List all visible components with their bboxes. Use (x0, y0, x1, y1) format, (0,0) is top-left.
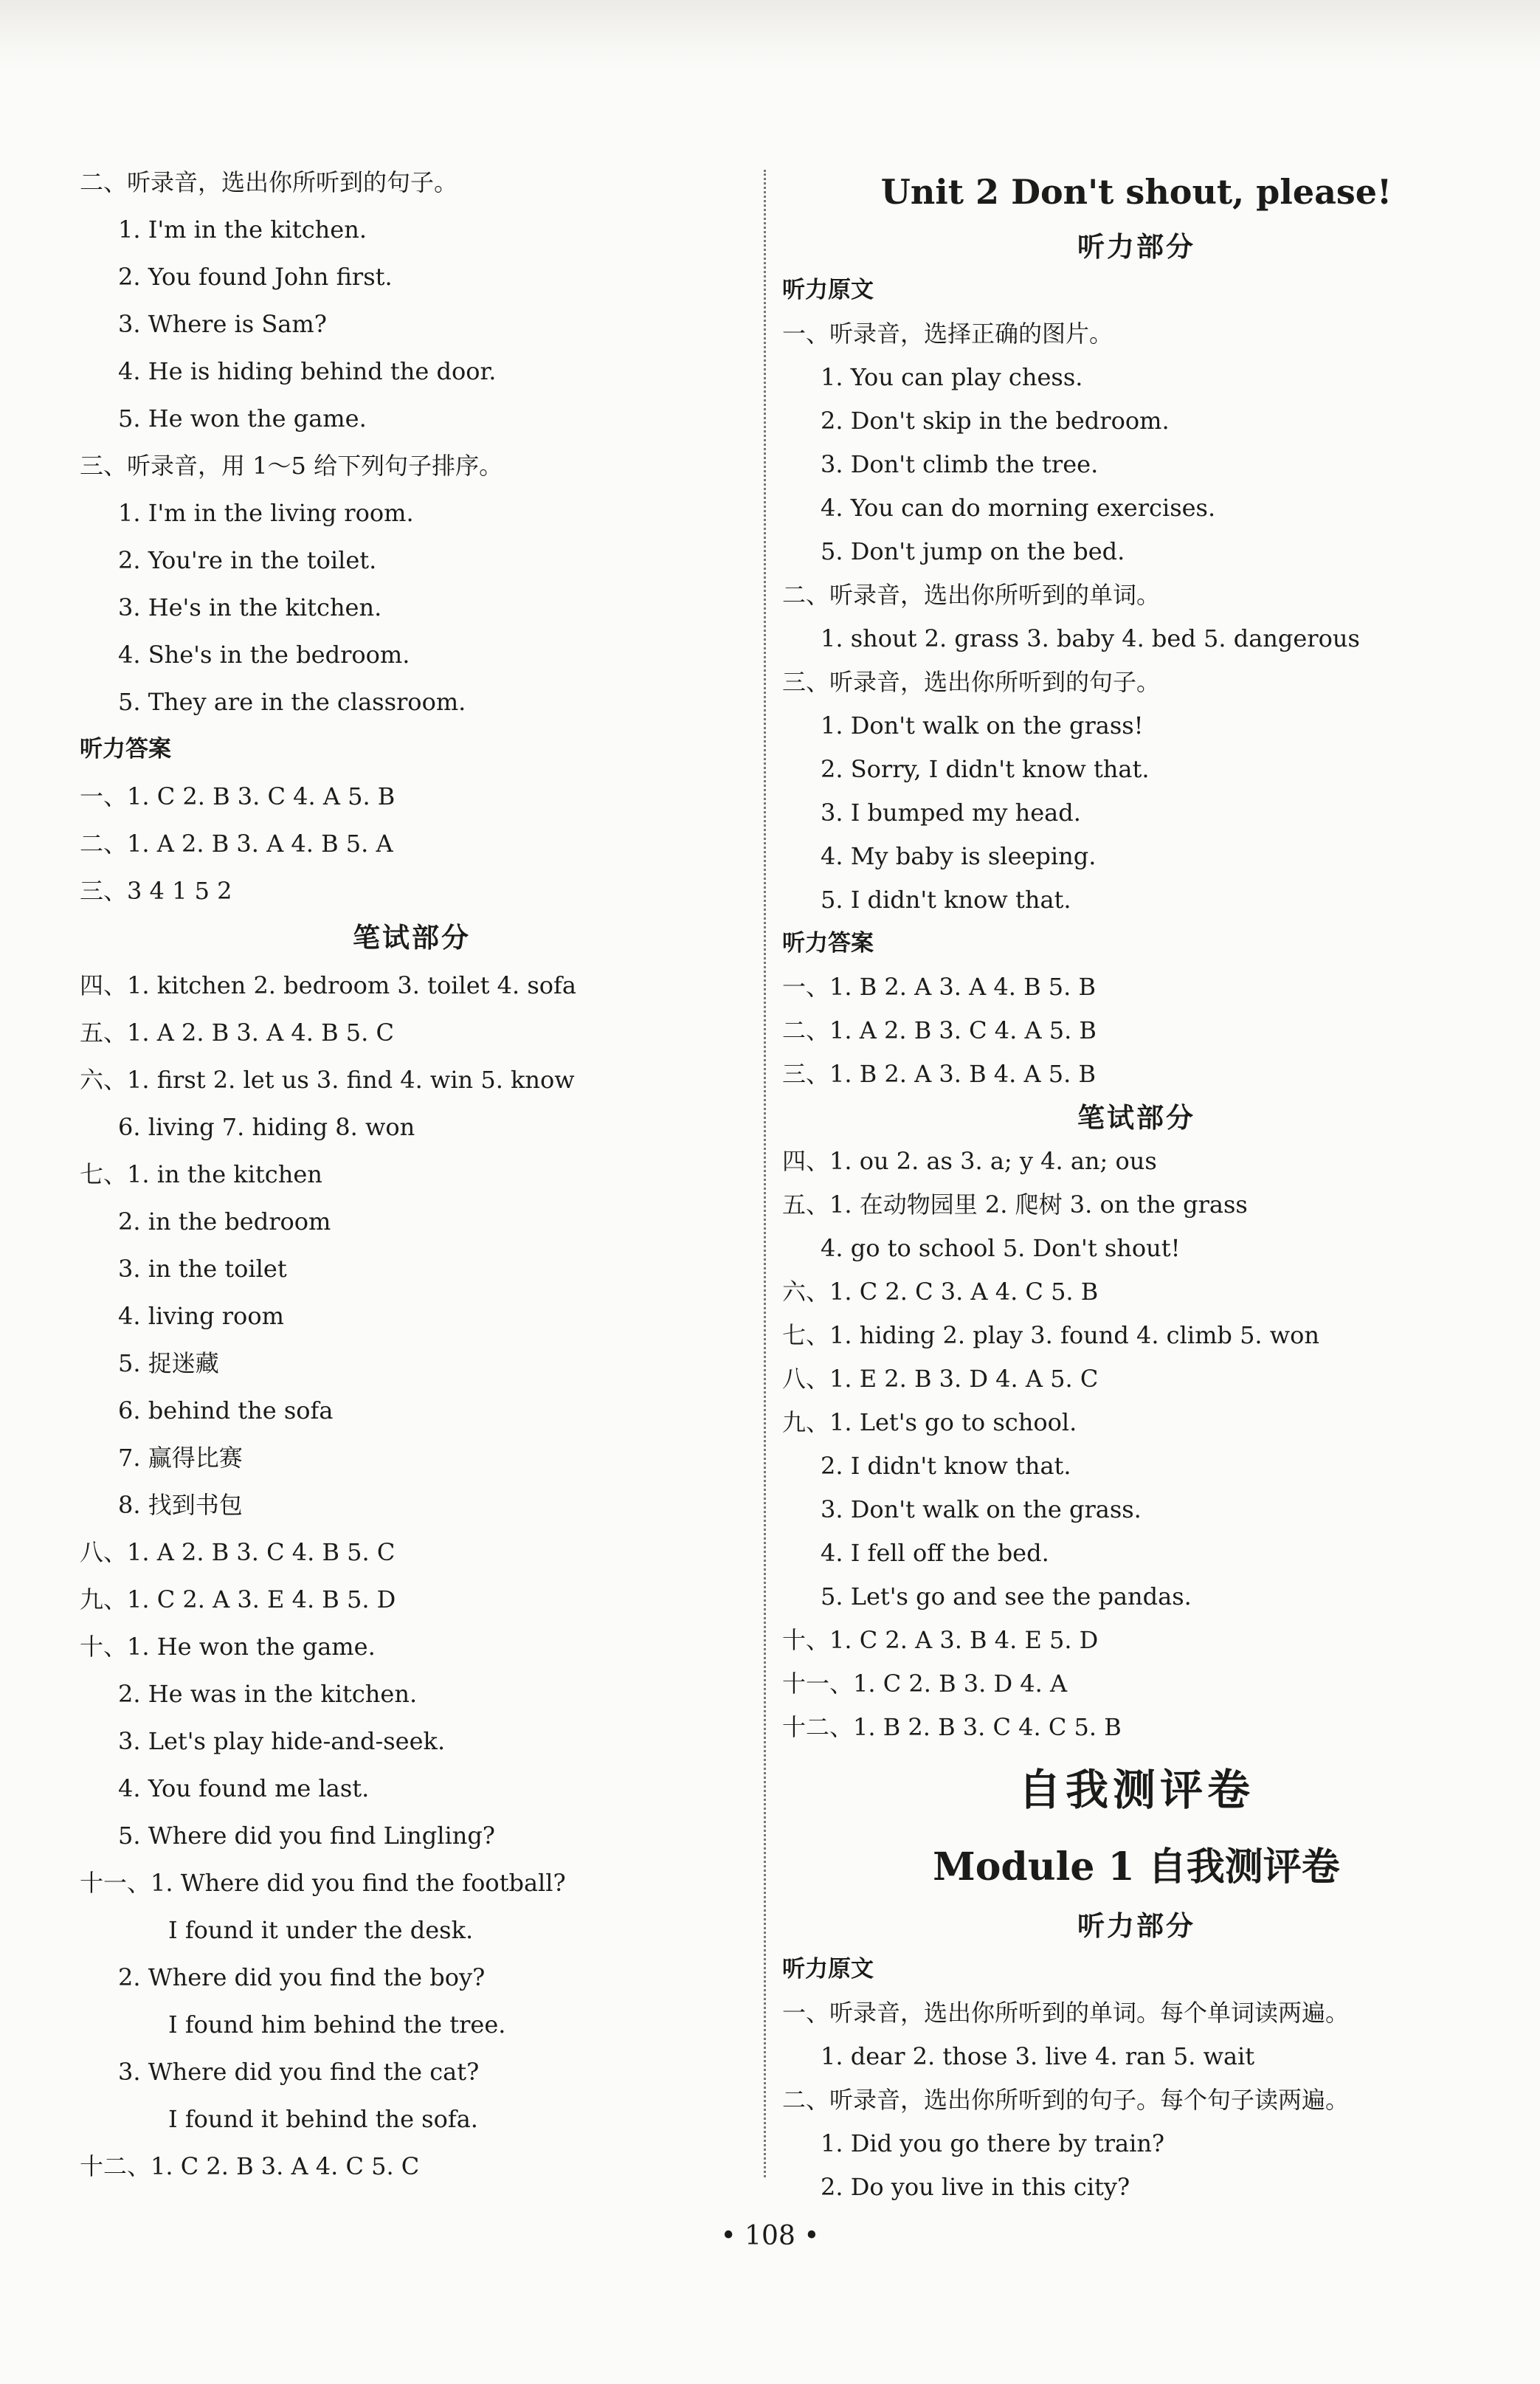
right-line: 十、1. C 2. A 3. B 4. E 5. D (782, 1626, 1099, 1654)
right-line: 听力原文 (782, 277, 874, 303)
left-line: 五、1. A 2. B 3. A 4. B 5. C (80, 1019, 394, 1047)
right-line: 二、听录音，选出你所听到的句子。每个句子读两遍。 (782, 2086, 1350, 2114)
column-divider (764, 170, 766, 2177)
left-line: 二、听录音，选出你所听到的句子。 (80, 168, 458, 196)
left-line: I found him behind the tree. (168, 2011, 506, 2039)
right-line: 3. Don't climb the tree. (821, 450, 1099, 478)
left-line: 5. 捉迷藏 (118, 1349, 219, 1377)
left-line: 5. He won the game. (118, 404, 367, 433)
right-line: 听力部分 (1077, 1910, 1195, 1942)
right-line: 六、1. C 2. C 3. A 4. C 5. B (782, 1278, 1099, 1306)
page-number: • 108 • (720, 2221, 820, 2251)
left-line: 九、1. C 2. A 3. E 4. B 5. D (80, 1585, 396, 1613)
right-line: Unit 2 Don't shout, please! (880, 172, 1392, 212)
right-line: 2. Sorry, I didn't know that. (821, 755, 1150, 783)
right-line: 三、听录音，选出你所听到的句子。 (782, 668, 1161, 696)
right-line: 一、听录音，选择正确的图片。 (782, 320, 1113, 348)
right-line: 听力答案 (782, 930, 874, 957)
right-line: 2. I didn't know that. (821, 1452, 1071, 1480)
left-line: 3. Where is Sam? (118, 310, 327, 338)
left-line: 七、1. in the kitchen (80, 1160, 322, 1188)
right-line: 十一、1. C 2. B 3. D 4. A (782, 1670, 1068, 1698)
right-line: 4. go to school 5. Don't shout! (821, 1234, 1181, 1262)
right-line: 八、1. E 2. B 3. D 4. A 5. C (782, 1365, 1099, 1393)
left-line: 十二、1. C 2. B 3. A 4. C 5. C (80, 2152, 420, 2180)
right-line: 1. dear 2. those 3. live 4. ran 5. wait (821, 2042, 1255, 2070)
left-column (80, 159, 744, 2190)
left-line: 6. living 7. hiding 8. won (118, 1113, 415, 1141)
right-line: 3. I bumped my head. (821, 799, 1081, 827)
right-line: 5. I didn't know that. (821, 886, 1071, 914)
right-line: Module 1 自我测评卷 (933, 1844, 1340, 1889)
left-line: 4. You found me last. (118, 1774, 370, 1802)
scan-top-band (0, 0, 1540, 70)
right-line: 1. You can play chess. (821, 363, 1083, 391)
right-line: 五、1. 在动物园里 2. 爬树 3. on the grass (782, 1191, 1248, 1219)
right-line: 3. Don't walk on the grass. (821, 1495, 1142, 1523)
right-line: 1. Don't walk on the grass! (821, 712, 1144, 740)
left-line: 听力答案 (80, 736, 171, 762)
right-line: 听力原文 (782, 1956, 874, 1982)
right-line: 七、1. hiding 2. play 3. found 4. climb 5. won (782, 1321, 1320, 1349)
left-line: 4. living room (118, 1302, 284, 1330)
left-line: 三、听录音，用 1～5 给下列句子排序。 (80, 452, 503, 480)
left-line: 2. He was in the kitchen. (118, 1680, 418, 1708)
right-line: 一、听录音，选出你所听到的单词。每个单词读两遍。 (782, 1999, 1350, 2027)
right-line: 4. My baby is sleeping. (821, 842, 1097, 870)
left-line: 八、1. A 2. B 3. C 4. B 5. C (80, 1538, 396, 1566)
left-line: 2. You're in the toilet. (118, 546, 377, 574)
right-line: 二、1. A 2. B 3. C 4. A 5. B (782, 1016, 1097, 1044)
left-line: 笔试部分 (353, 922, 471, 954)
left-line: I found it behind the sofa. (168, 2105, 478, 2133)
right-column (782, 159, 1491, 2209)
left-line: 4. He is hiding behind the door. (118, 357, 497, 385)
left-line: 2. Where did you find the boy? (118, 1963, 486, 1991)
left-line: 5. They are in the classroom. (118, 688, 466, 716)
right-line: 二、听录音，选出你所听到的单词。 (782, 581, 1161, 609)
left-line: 1. I'm in the living room. (118, 499, 414, 527)
right-line: 十二、1. B 2. B 3. C 4. C 5. B (782, 1713, 1122, 1741)
right-line: 2. Do you live in this city? (821, 2173, 1130, 2201)
right-line: 三、1. B 2. A 3. B 4. A 5. B (782, 1060, 1096, 1088)
left-line: 3. Let's play hide-and-seek. (118, 1727, 446, 1755)
left-line: 6. behind the sofa (118, 1396, 334, 1424)
right-line: 5. Don't jump on the bed. (821, 537, 1125, 565)
left-line: 4. She's in the bedroom. (118, 641, 410, 669)
left-line: 四、1. kitchen 2. bedroom 3. toilet 4. sofa (80, 971, 576, 999)
right-line: 一、1. B 2. A 3. A 4. B 5. B (782, 973, 1096, 1001)
left-line: 2. You found John first. (118, 263, 393, 291)
right-line: 九、1. Let's go to school. (782, 1408, 1077, 1436)
right-line: 笔试部分 (1077, 1102, 1195, 1134)
left-line: 3. He's in the kitchen. (118, 593, 382, 621)
left-line: 六、1. first 2. let us 3. find 4. win 5. know (80, 1066, 575, 1094)
left-line: 2. in the bedroom (118, 1207, 331, 1236)
left-line: 8. 找到书包 (118, 1491, 243, 1519)
left-line: 7. 赢得比赛 (118, 1444, 243, 1472)
left-line: 3. in the toilet (118, 1255, 287, 1283)
left-line: 三、3 4 1 5 2 (80, 877, 232, 905)
left-line: 十一、1. Where did you find the football? (80, 1869, 566, 1897)
left-line: 1. I'm in the kitchen. (118, 216, 367, 244)
right-line: 听力部分 (1077, 231, 1195, 263)
right-line: 四、1. ou 2. as 3. a; y 4. an; ous (782, 1147, 1157, 1175)
left-line: 二、1. A 2. B 3. A 4. B 5. A (80, 830, 393, 858)
right-line: 2. Don't skip in the bedroom. (821, 407, 1170, 435)
left-line: 3. Where did you find the cat? (118, 2058, 480, 2086)
right-line: 4. You can do morning exercises. (821, 494, 1216, 522)
right-line: 1. shout 2. grass 3. baby 4. bed 5. dangerous (821, 624, 1360, 652)
left-line: 5. Where did you find Lingling? (118, 1822, 495, 1850)
left-line: 十、1. He won the game. (80, 1633, 376, 1661)
left-line: I found it under the desk. (168, 1916, 474, 1944)
right-line: 自我测评卷 (1018, 1765, 1254, 1815)
right-line: 5. Let's go and see the pandas. (821, 1582, 1192, 1610)
left-line: 一、1. C 2. B 3. C 4. A 5. B (80, 782, 396, 810)
right-line: 4. I fell off the bed. (821, 1539, 1049, 1567)
right-line: 1. Did you go there by train? (821, 2129, 1165, 2157)
